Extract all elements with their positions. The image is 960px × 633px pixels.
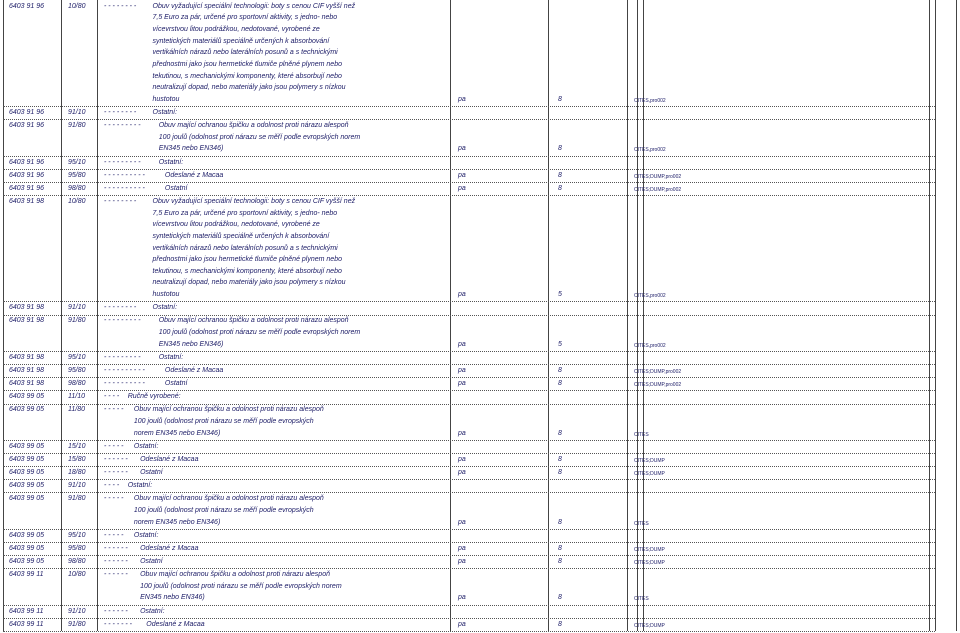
duty-rate-cell: 8 — [558, 469, 562, 477]
commodity-code: 6403 91 98 — [9, 198, 45, 205]
measure-note-cell: CITES;DUMP,pro002 — [634, 186, 682, 193]
unit-cell: pa — [458, 557, 466, 565]
duty-rate-cell: 8 — [558, 518, 562, 526]
taric-subcode: 91/10 — [68, 607, 86, 615]
commodity-code: 6403 91 96 — [9, 109, 45, 117]
description-line: Odeslané z Macaa — [146, 620, 205, 628]
duty-rate-cell: 8 — [558, 380, 562, 388]
description-line: tekutinou, s mechanickými komponenty, které absorbují nebo — [152, 267, 342, 275]
measure-note-cell: CITES;DUMP,pro002 — [634, 368, 682, 375]
commodity-code: 6403 91 96 — [9, 171, 45, 179]
description-line: Ostatní: — [133, 442, 159, 450]
description-line: neutralizují dopad, nebo materiály jako jsou polymery s nízkou — [152, 279, 346, 287]
description-line: hustotou — [152, 95, 180, 103]
commodity-code: 6403 99 05 — [9, 544, 45, 552]
table-row — [3, 492, 935, 529]
commodity-code: 6403 99 11 — [9, 571, 44, 579]
description-line: Ostatní — [164, 184, 188, 192]
measure-note-cell: CITES,pro002 — [634, 147, 666, 154]
duty-rate-cell: 8 — [558, 544, 562, 552]
indent-dashes: - - - - - - - - - - — [104, 184, 145, 192]
description-line: Obuv mající ochranou špičku a odolnost proti nárazu alespoň — [158, 122, 349, 130]
description-line: přednostmi jako jsou hermetické tlumiče plněné plynem nebo — [152, 256, 342, 264]
indent-dashes: - - - - - - — [104, 571, 128, 579]
duty-rate-cell: 5 — [558, 340, 562, 348]
commodity-code: 6403 91 96 — [9, 122, 45, 130]
indent-dashes: - - - - - - - - - - — [104, 171, 145, 179]
unit-cell: pa — [458, 469, 466, 477]
taric-subcode: 10/80 — [68, 571, 86, 579]
taric-subcode: 95/10 — [68, 158, 86, 166]
indent-dashes: - - - - - - — [104, 557, 128, 565]
description-line: Obuv vyžadující speciální technologii: boty s cenou CIF vyšší než — [152, 2, 356, 10]
description-line: tekutinou, s mechanickými komponenty, které absorbují nebo — [152, 72, 342, 80]
commodity-code: 6403 99 05 — [9, 531, 45, 539]
description-line: Ostatní: — [158, 158, 184, 166]
unit-cell: pa — [458, 518, 466, 526]
indent-dashes: - - - - — [104, 393, 120, 401]
description-line: Obuv mající ochranou špičku a odolnost proti nárazu alespoň — [140, 571, 330, 579]
taric-subcode: 95/80 — [68, 171, 86, 179]
indent-dashes: - - - - - - — [104, 607, 128, 615]
table-row — [3, 106, 935, 120]
measure-note-cell: CITES;DUMP — [634, 471, 665, 478]
taric-subcode: 95/10 — [68, 353, 86, 361]
commodity-code: 6403 91 98 — [9, 353, 45, 361]
taric-subcode: 91/80 — [68, 122, 86, 130]
duty-rate-cell: 5 — [558, 291, 562, 299]
taric-subcode: 15/80 — [68, 455, 86, 463]
taric-subcode: 18/80 — [68, 469, 86, 477]
indent-dashes: - - - - - - - - - - — [104, 366, 145, 374]
commodity-code: 6403 99 11 — [9, 620, 44, 628]
unit-cell: pa — [458, 145, 466, 153]
unit-cell: pa — [458, 429, 466, 437]
duty-rate-cell: 8 — [558, 95, 562, 103]
description-line: Odeslané z Macaa — [140, 455, 199, 463]
duty-rate-cell: 8 — [558, 171, 562, 179]
description-line: 100 joulů (odolnost proti nárazu se měří podle evropských — [133, 417, 314, 425]
description-line: 100 joulů (odolnost proti nárazu se měří podle evropských norem — [158, 133, 361, 141]
table-row — [3, 453, 935, 467]
unit-cell: pa — [458, 366, 466, 374]
measure-note-cell: CITES,pro002 — [634, 97, 666, 104]
description-line: 100 joulů (odolnost proti nárazu se měří podle evropských — [133, 506, 314, 514]
description-line: Ostatní — [140, 469, 163, 477]
indent-dashes: - - - - - - - — [104, 620, 132, 628]
description-line: Obuv mající ochranou špičku a odolnost proti nárazu alespoň — [158, 317, 349, 325]
description-line: syntetických materiálů speciálně určených k absorbování — [152, 232, 330, 240]
taric-subcode: 95/80 — [68, 366, 86, 374]
commodity-code: 6403 91 98 — [9, 380, 45, 388]
unit-cell: pa — [458, 544, 466, 552]
description-line: Obuv vyžadující speciální technologii: boty s cenou CIF vyšší než — [152, 198, 356, 205]
table-row — [3, 351, 935, 365]
duty-rate-cell: 8 — [558, 594, 562, 602]
commodity-code: 6403 91 96 — [9, 158, 45, 166]
description-line: Ostatní — [164, 380, 188, 388]
description-line: Ostatní: — [152, 109, 178, 117]
description-line: EN345 nebo EN346) — [158, 340, 224, 348]
table-row — [3, 440, 935, 454]
measure-note-cell: CITES — [634, 596, 649, 603]
commodity-code: 6403 99 05 — [9, 495, 45, 503]
indent-dashes: - - - - - — [104, 406, 124, 414]
indent-dashes: - - - - - - - - — [104, 304, 137, 312]
description-line: Odeslané z Macaa — [164, 366, 224, 374]
commodity-code: 6403 91 98 — [9, 317, 45, 325]
indent-dashes: - - - - - - — [104, 469, 128, 477]
commodity-code: 6403 91 98 — [9, 366, 45, 374]
indent-dashes: - - - - - - - - - - — [104, 380, 145, 388]
table-row — [3, 364, 935, 378]
description-line: 100 joulů (odolnost proti nárazu se měří podle evropských norem — [140, 582, 342, 590]
description-line: vícevrstvou litou podrážkou, nedotované, vyrobené ze — [152, 26, 320, 34]
commodity-code: 6403 99 05 — [9, 482, 45, 490]
table-row — [3, 568, 935, 605]
measure-note-cell: CITES;DUMP — [634, 457, 665, 464]
table-row — [3, 169, 935, 183]
taric-subcode: 11/80 — [68, 406, 85, 414]
table-row — [3, 390, 935, 404]
table-row — [3, 529, 935, 543]
indent-dashes: - - - - - - - - - — [104, 353, 141, 361]
commodity-code: 6403 99 05 — [9, 455, 45, 463]
taric-subcode: 91/80 — [68, 620, 86, 628]
taric-subcode: 91/80 — [68, 495, 86, 503]
indent-dashes: - - - - - - - - — [104, 198, 137, 205]
unit-cell: pa — [458, 291, 466, 299]
unit-cell: pa — [458, 171, 466, 179]
description-line: Odeslané z Macaa — [140, 544, 199, 552]
commodity-code: 6403 91 96 — [9, 2, 45, 10]
unit-cell: pa — [458, 594, 466, 602]
commodity-code: 6403 99 05 — [9, 406, 45, 414]
taric-subcode: 98/80 — [68, 557, 86, 565]
table-row — [3, 195, 935, 302]
taric-subcode: 95/80 — [68, 544, 86, 552]
description-line: EN345 nebo EN346) — [140, 594, 205, 602]
duty-rate-cell: 8 — [558, 366, 562, 374]
commodity-code: 6403 99 05 — [9, 469, 45, 477]
duty-rate-cell: 8 — [558, 429, 562, 437]
indent-dashes: - - - - - - - - — [104, 109, 137, 117]
description-line: hustotou — [152, 291, 180, 299]
indent-dashes: - - - - - - - - — [104, 2, 137, 10]
taric-subcode: 98/80 — [68, 184, 86, 192]
description-line: vertikálních nárazů nebo laterálních posunů a s technickými — [152, 49, 338, 57]
commodity-code: 6403 99 05 — [9, 557, 45, 565]
table-row — [3, 377, 935, 391]
description-line: neutralizují dopad, nebo materiály jako jsou polymery s nízkou — [152, 84, 346, 92]
description-line: přednostmi jako jsou hermetické tlumiče plněné plynem nebo — [152, 60, 342, 68]
table-row — [3, 542, 935, 556]
indent-dashes: - - - - - - - - - — [104, 158, 141, 166]
taric-subcode: 91/10 — [68, 109, 86, 117]
description-line: Ostatní: — [152, 304, 178, 312]
indent-dashes: - - - - - - — [104, 455, 128, 463]
indent-dashes: - - - - - — [104, 442, 124, 450]
indent-dashes: - - - - - — [104, 495, 124, 503]
table-row — [3, 605, 935, 619]
commodity-code: 6403 91 98 — [9, 304, 45, 312]
taric-subcode: 95/10 — [68, 531, 86, 539]
description-line: Odeslané z Macaa — [164, 171, 224, 179]
table-row — [3, 466, 935, 480]
commodity-code: 6403 91 96 — [9, 184, 45, 192]
description-line: Ostatní — [140, 557, 163, 565]
taric-subcode: 91/10 — [68, 482, 86, 490]
duty-rate-cell: 8 — [558, 145, 562, 153]
commodity-code: 6403 99 05 — [9, 393, 45, 401]
description-line: 7,5 Euro za pár, určené pro sportovní aktivity, s jedno- nebo — [152, 209, 338, 217]
measure-note-cell: CITES;DUMP — [634, 559, 665, 566]
table-row — [3, 555, 935, 569]
description-line: norem EN345 nebo EN346) — [133, 518, 221, 526]
description-line: 7,5 Euro za pár, určené pro sportovní aktivity, s jedno- nebo — [152, 14, 338, 22]
commodity-code: 6403 99 05 — [9, 442, 45, 450]
table-row — [3, 315, 935, 352]
table-row — [3, 404, 935, 441]
indent-dashes: - - - - - - — [104, 544, 128, 552]
description-line: EN345 nebo EN346) — [158, 145, 224, 153]
unit-cell: pa — [458, 455, 466, 463]
indent-dashes: - - - - - - - - - — [104, 122, 141, 130]
taric-subcode: 98/80 — [68, 380, 86, 388]
duty-rate-cell: 8 — [558, 184, 562, 192]
description-line: 100 joulů (odolnost proti nárazu se měří podle evropských norem — [158, 328, 361, 336]
column-divider — [956, 0, 957, 631]
table-row — [3, 479, 935, 493]
taric-subcode: 11/10 — [68, 393, 85, 401]
measure-note-cell: CITES — [634, 431, 649, 438]
table-row — [3, 156, 935, 170]
duty-rate-cell: 8 — [558, 620, 562, 628]
duty-rate-cell: 8 — [558, 557, 562, 565]
taric-subcode: 15/10 — [68, 442, 86, 450]
table-row — [3, 0, 935, 107]
column-divider — [935, 0, 936, 631]
taric-subcode: 91/10 — [68, 304, 86, 312]
taric-subcode: 10/80 — [68, 2, 86, 10]
unit-cell: pa — [458, 95, 466, 103]
unit-cell: pa — [458, 380, 466, 388]
commodity-code: 6403 99 11 — [9, 607, 44, 615]
taric-subcode: 91/80 — [68, 317, 86, 325]
indent-dashes: - - - - - — [104, 531, 124, 539]
table-row — [3, 182, 935, 196]
measure-note-cell: CITES;DUMP — [634, 546, 665, 553]
table-row — [3, 618, 935, 632]
description-line: Ručně vyrobené: — [127, 393, 181, 401]
description-line: Obuv mající ochranou špičku a odolnost proti nárazu alespoň — [133, 495, 324, 503]
description-line: Obuv mající ochranou špičku a odolnost proti nárazu alespoň — [133, 406, 324, 414]
unit-cell: pa — [458, 620, 466, 628]
measure-note-cell: CITES,pro002 — [634, 342, 666, 349]
indent-dashes: - - - - — [104, 482, 120, 490]
measure-note-cell: CITES;DUMP,pro002 — [634, 173, 682, 180]
table-row — [3, 301, 935, 315]
indent-dashes: - - - - - - - - - — [104, 317, 141, 325]
description-line: Ostatní: — [140, 607, 165, 615]
measure-note-cell: CITES — [634, 520, 649, 527]
description-line: Ostatní: — [133, 531, 159, 539]
measure-note-cell: CITES;DUMP — [634, 622, 665, 629]
duty-rate-cell: 8 — [558, 455, 562, 463]
description-line: norem EN345 nebo EN346) — [133, 429, 221, 437]
table-row — [3, 119, 935, 156]
measure-note-cell: CITES;DUMP,pro002 — [634, 382, 682, 389]
description-line: Ostatní: — [158, 353, 184, 361]
description-line: vertikálních nárazů nebo laterálních posunů a s technickými — [152, 244, 338, 252]
unit-cell: pa — [458, 340, 466, 348]
measure-note-cell: CITES,pro002 — [634, 293, 666, 300]
unit-cell: pa — [458, 184, 466, 192]
description-line: Ostatní: — [127, 482, 153, 490]
description-line: syntetických materiálů speciálně určených k absorbování — [152, 37, 330, 45]
description-line: vícevrstvou litou podrážkou, nedotované, vyrobené ze — [152, 221, 320, 229]
taric-subcode: 10/80 — [68, 198, 86, 205]
